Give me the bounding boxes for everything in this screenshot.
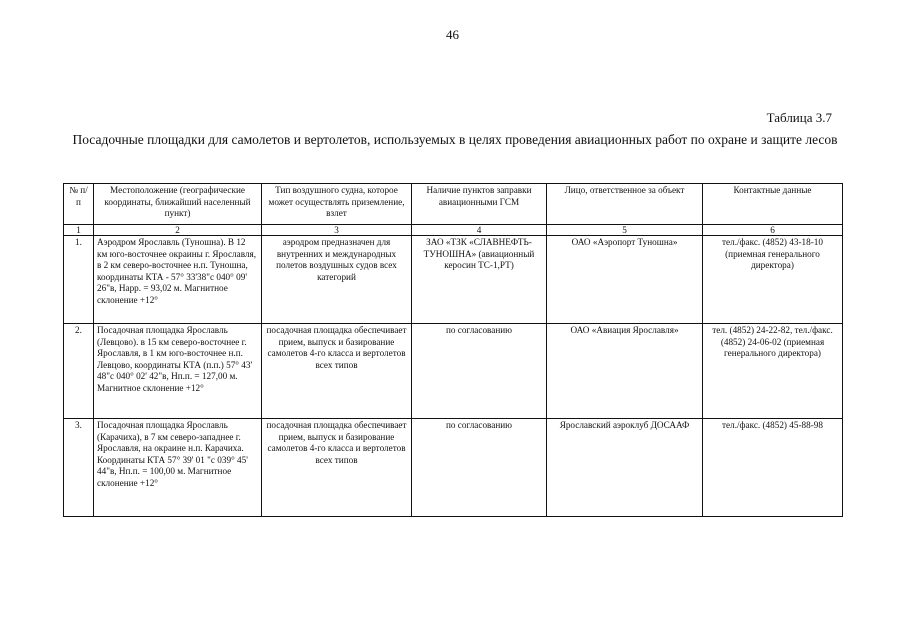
header-fuel: Наличие пунктов заправки авиационными ГСМ bbox=[412, 184, 547, 225]
aircraft-cell: посадочная площадка обеспечивает прием, выпуск и базирование самолетов 4-го класса и вертолетов всех типов bbox=[262, 324, 412, 419]
column-number: 2 bbox=[94, 225, 262, 236]
aircraft-cell: посадочная площадка обеспечивает прием, выпуск и базирование самолетов 4-го класса и вертолетов всех типов bbox=[262, 419, 412, 517]
table-title: Посадочные площадки для самолетов и вертолетов, используемых в целях проведения авиационных работ по охране и защите лесов bbox=[72, 132, 838, 147]
column-numbers-row bbox=[64, 225, 843, 236]
table-label: Таблица 3.7 bbox=[766, 110, 832, 125]
fuel-cell: ЗАО «ТЗК «СЛАВНЕФТЬ-ТУНОШНА» (авиационный керосин ТС-1,РТ) bbox=[412, 236, 547, 324]
table-row bbox=[64, 236, 843, 324]
location-cell: Посадочная площадка Ярославль (Левцово). в 15 км северо-восточнее г. Ярославля, в 1 км юго-восточнее н.п. Левцово, координаты КТА (п.п.) 57° 43' 48"с 040° 02' 42"в, Нп.п. = 127,00 м. Магнитное склонение +12° bbox=[94, 324, 262, 419]
table-row bbox=[64, 419, 843, 517]
page-number: 46 bbox=[446, 27, 459, 42]
header-aircraft: Тип воздушного судна, которое может осуществлять приземление, взлет bbox=[262, 184, 412, 225]
column-number: 4 bbox=[412, 225, 547, 236]
row-number: 1. bbox=[64, 236, 94, 324]
header-responsible: Лицо, ответственное за объект bbox=[547, 184, 703, 225]
column-number: 3 bbox=[262, 225, 412, 236]
column-number: 1 bbox=[64, 225, 94, 236]
fuel-cell: по согласованию bbox=[412, 324, 547, 419]
row-number: 3. bbox=[64, 419, 94, 517]
header-num: № п/п bbox=[64, 184, 94, 225]
landing-sites-table bbox=[63, 183, 843, 517]
column-number: 6 bbox=[703, 225, 843, 236]
contacts-cell: тел./факс. (4852) 43-18-10 (приемная генерального директора) bbox=[703, 236, 843, 324]
header-location: Местоположение (географические координаты, ближайший населенный пункт) bbox=[94, 184, 262, 225]
fuel-cell: по согласованию bbox=[412, 419, 547, 517]
contacts-cell: тел. (4852) 24-22-82, тел./факс. (4852) 24-06-02 (приемная генерального директора) bbox=[703, 324, 843, 419]
responsible-cell: Ярославский аэроклуб ДОСААФ bbox=[547, 419, 703, 517]
responsible-cell: ОАО «Аэропорт Туношна» bbox=[547, 236, 703, 324]
location-cell: Аэродром Ярославль (Туношна). В 12 км юго-восточнее окраины г. Ярославля, в 2 км северо-восточнее н.п. Туношна, координаты КТА - 57° 33'38"с 040° 09' 26"в, Нарр. = 93,02 м. Магнитное склонение +12° bbox=[94, 236, 262, 324]
responsible-cell: ОАО «Авиация Ярославля» bbox=[547, 324, 703, 419]
aircraft-cell: аэродром предназначен для внутренних и международных полетов воздушных судов всех категорий bbox=[262, 236, 412, 324]
header-contacts: Контактные данные bbox=[703, 184, 843, 225]
table-header-row bbox=[64, 184, 843, 225]
table-row bbox=[64, 324, 843, 419]
column-number: 5 bbox=[547, 225, 703, 236]
location-cell: Посадочная площадка Ярославль (Карачиха), в 7 км северо-западнее г. Ярославля, на окраине н.п. Карачиха. Координаты КТА 57° 39' 01 "с 039° 45' 44"в, Нп.п. = 100,00 м. Магнитное склонение +12° bbox=[94, 419, 262, 517]
contacts-cell: тел./факс. (4852) 45-88-98 bbox=[703, 419, 843, 517]
row-number: 2. bbox=[64, 324, 94, 419]
